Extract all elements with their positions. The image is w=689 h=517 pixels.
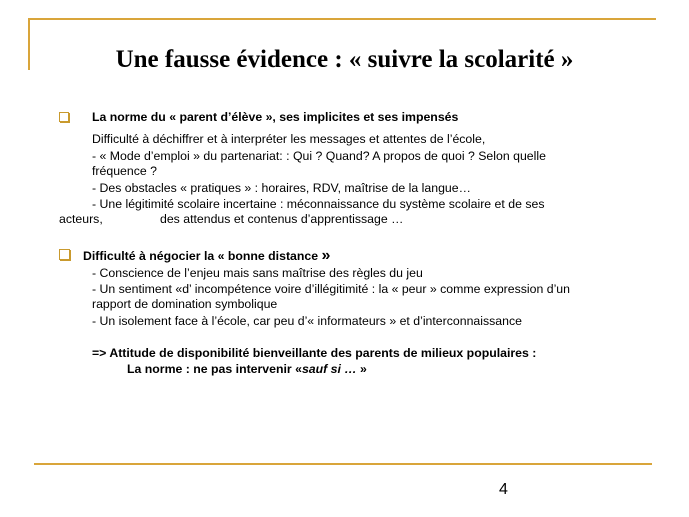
section1-line: fréquence ? [92,164,157,178]
page-number: 4 [499,481,508,498]
section2-line: rapport de domination symbolique [92,297,278,311]
section2-line: - Conscience de l’enjeu mais sans maîtrise des règles du jeu [92,266,423,280]
square-bullet-icon [59,112,69,122]
bottom-decorative-rule [34,463,652,465]
section2-line: - Un isolement face à l’école, car peu d’« informateurs » et d’interconnaissance [92,314,522,328]
section2-heading [83,248,330,264]
conclusion-line: => Attitude de disponibilité bienveillante des parents de milieux populaires : [92,346,537,360]
norm-italic: sauf si … [301,362,357,376]
section1-line: des attendus et contenus d’apprentissage … [160,212,404,226]
section1-line: - Une légitimité scolaire incertaine : méconnaissance du système scolaire et de ses [92,197,545,211]
section1-line: Difficulté à déchiffrer et à interpréter les messages et attentes de l’école, [92,132,486,146]
section2-heading-close: » [321,247,331,264]
section2-line: - Un sentiment «d’ incompétence voire d’illégitimité : la « peur » comme expression d’un [92,282,570,296]
section1-heading: La norme du « parent d’élève », ses implicites et ses impensés [92,110,459,124]
norm-prefix: La norme : ne pas intervenir « [127,362,302,376]
slide-title: Une fausse évidence : « suivre la scolarité » [115,46,574,73]
norm-suffix: » [356,362,367,376]
section1-line: acteurs, [59,212,103,226]
square-bullet-icon [59,249,70,260]
section1-line: - Des obstacles « pratiques » : horaires, RDV, maîtrise de la langue… [92,181,471,195]
section1-line: - « Mode d’emploi » du partenariat: : Qui ? Quand? A propos de quoi ? Selon quelle [92,149,546,163]
section2-heading-text: Difficulté à négocier la « bonne distance [83,249,319,263]
top-decorative-rule [28,18,656,20]
norm-line [127,362,367,377]
